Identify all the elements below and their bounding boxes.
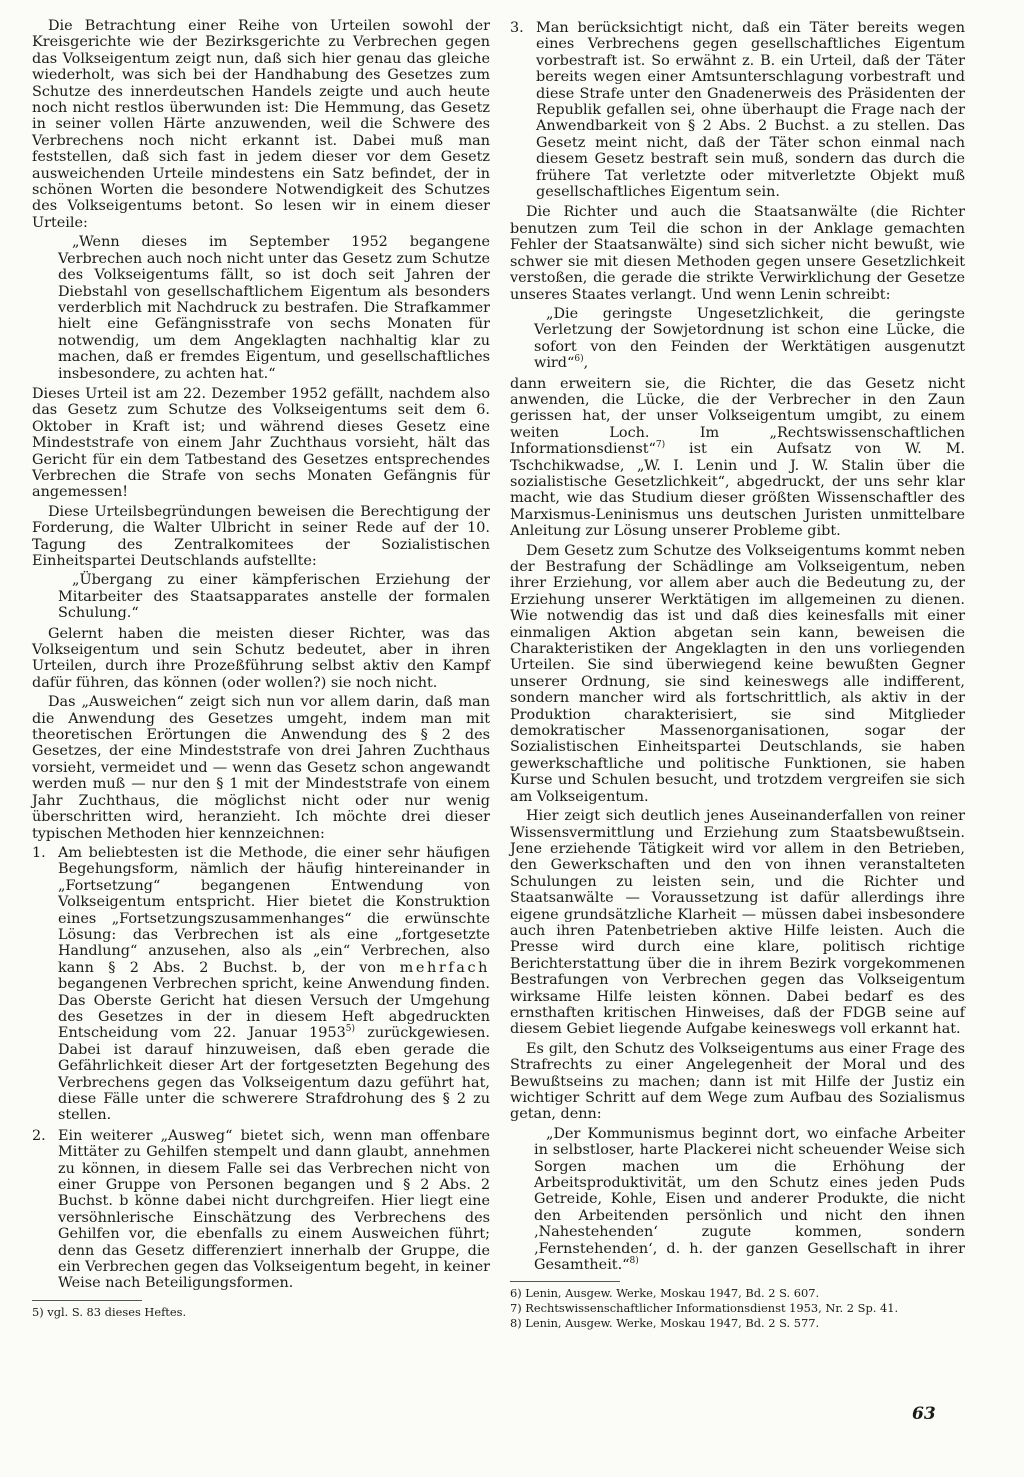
list-item	[32, 845, 490, 1124]
lenin-quote	[534, 306, 965, 372]
list-item	[510, 20, 965, 200]
footnote-divider	[510, 1281, 620, 1282]
spaced-emphasis: mehrfach	[399, 959, 490, 976]
quote-text: „Der Kommunismus beginnt dort, wo einfache Arbeiter in selbstloser, harte Plackerei nicht scheuender Weise sich Sorgen machen um die Erhöhung der Arbeitsproduktivität, um den Schutz eines jeden Puds Getreide, Kohle, Eisen und anderer Produkte, die nicht den Arbeitenden persönlich und nicht den ihnen ‚Nahestehenden‘ zugute kommen, sondern ‚Fernstehenden‘, d. h. der ganzen Gesellschaft in ihrer Gesamtheit.“	[534, 1125, 965, 1274]
list-text: Man berücksichtigt nicht, daß ein Täter bereits wegen eines Verbrechens gegen gesellschaftliches Eigentum vorbestraft ist. So erwähnt z. B. ein Urteil, daß der Täter bereits wegen einer Amtsunterschlagung vorbestraft und diese Strafe unter den Gnadenerweis des Präsidenten der Republik gefallen sei, ohne überhaupt die Frage nach der Anwendbarkeit von § 2 Abs. 2 Buchst. a zu stellen. Das Gesetz meint nicht, daß der Täter schon einmal nach diesem Gesetz bestraft sein muß, sondern das durch die frühere Tat verletzte oder mitverletzte Objekt muß gesellschaftliches Eigentum sein.	[536, 20, 965, 201]
paragraph-text: dann erweitern sie, die Richter, die das Gesetz nicht anwenden, die Lücke, die der Verbrecher in den Zaun gerissen hat, der unser Volkseigentum umgibt, zu einem weiten Loch. Im „Rechtswissenschaftlichen Informationsdienst“	[510, 375, 965, 458]
footnote: 6) Lenin, Ausgew. Werke, Moskau 1947, Bd. 2 S. 607.	[510, 1286, 820, 1301]
footnote-ref: 5)	[345, 1024, 356, 1035]
paragraph: Hier zeigt sich deutlich jenes Auseinanderfallen von reiner Wissensvermittlung und Erziehung zum Staatsbewußtsein. Jene erziehende Tätigkeit wird vor allem in den Betrieben, den Gewerkschaften und den von ihnen veranstalteten Schulungen zu leisten sein, und die Richter und Staatsanwälte — Voraussetzung ist dafür allerdings ihre eigene grundsätzliche Klarheit — müssen dabei insbesondere auch ihren Patenbetrieben aktive Hilfe leisten. Auch die Presse wird durch eine klare, politisch richtige Berichterstattung über die in ihrem Bezirk vorgekommenen Bestrafungen von Verbrechen gegen das Volkseigentum wirksame Hilfe leisten können. Dabei bedarf es des ernsthaften kritischen Hinweises, daß der FDGB seine auf diesem Gebiet liegende Aufgabe keineswegs voll erkannt hat.	[510, 808, 965, 1038]
list-number: 1.	[32, 844, 46, 861]
footnote-divider	[32, 1300, 142, 1301]
paragraph-text: ist ein Aufsatz von W. M. Tschchikwadse, „W. I. Lenin und J. W. Stalin über die sozialistische Gesetzlichkeit“, abgedruckt, der uns sehr klar macht, wie das Studium dieser größten Wissenschaftler des Marxismus-Leninismus uns deutschen Juristen unmittelbare Anleitung zur Lösung unserer Probleme gibt.	[510, 441, 965, 540]
footnote: 7) Rechtswissenschaftlicher Informationsdienst 1953, Nr. 2 Sp. 41.	[510, 1301, 899, 1316]
paragraph	[510, 376, 965, 540]
lenin-quote	[534, 1126, 965, 1274]
list-text: Am beliebtesten ist die Methode, die einer sehr häufigen Begehungsform, nämlich der häufig hintereinander in „Fortsetzung“ begangenen Entwendung von Volkseigentum entspricht. Hier bietet die Konstruktion eines „Fortsetzungszusammenhanges“ die erwünschte Lösung: das Verbrechen ist als eine „fortgesetzte Handlung“ anzusehen, also als „ein“ Verbrechen, also kann § 2 Abs. 2 Buchst. b, der von	[58, 844, 490, 976]
ulbricht-quote: „Übergang zu einer kämpferischen Erziehung der Mitarbeiter des Staatsapparates anstelle der formalen Schulung.“	[58, 572, 490, 622]
footnote-ref: 6)	[574, 354, 584, 365]
list-text: zurückgewiesen. Dabei ist darauf hinzuweisen, daß eben gerade die Gefährlichkeit dieser Art der fortgesetzten Begehung des Verbrechens gegen das Volkseigentum dazu geführt hat, diese Fälle unter die schwerere Strafdrohung des § 2 zu stellen.	[58, 1025, 490, 1124]
footnote-ref: 7)	[655, 440, 666, 451]
right-column	[510, 18, 965, 1331]
page-number: 63	[912, 1404, 936, 1424]
list-item	[32, 1128, 490, 1292]
list-number: 2.	[32, 1127, 46, 1144]
list-text: Ein weiterer „Ausweg“ bietet sich, wenn man offenbare Mittäter zu Gehilfen stempelt und dann glaubt, annehmen zu können, in diesem Falle sei das Verbrechen nicht von einer Gruppe von Personen begangen und § 2 Abs. 2 Buchst. b könne dabei nicht durchgreifen. Hier liegt eine versöhnlerische Einschätzung des Verbrechens des Gehilfen vor, die ebenfalls zu einem Ausweichen führt; denn das Gesetz differenziert innerhalb der Gruppe, die ein Verbrechen gegen das Volkseigentum begeht, in keiner Weise nach Beteiligungsformen.	[58, 1127, 490, 1292]
paragraph: Dem Gesetz zum Schutze des Volkseigentums kommt neben der Bestrafung der Schädlinge am Volkseigentum, neben ihrer Erziehung, vor allem aber auch die Bedeutung zu, der Erziehung unserer Werktätigen im allgemeinen zu dienen. Wie notwendig das ist und daß dies keinesfalls mit einer einmaligen Aktion abgetan sein kann, beweisen die Charakteristiken der Angeklagten in den uns vorliegenden Urteilen. Sie sind überwiegend keine bewußten Gegner unserer Ordnung, sie sind keineswegs alle indifferent, sondern mancher wird als fortschrittlich, als aktiv in der Produktion charakterisiert, sie sind Mitglieder demokratischer Massenorganisationen, sogar der Sozialistischen Einheitspartei Deutschlands, sie haben gewerkschaftliche und politische Funktionen, sie haben Kurse und Schulen besucht, und trotzdem vergreifen sie sich am Volkseigentum.	[510, 542, 965, 805]
list-text: begangenen Verbrechen spricht, keine Anwendung finden. Das Oberste Gericht hat diesen Versuch der Umgehung des Gesetzes in der in diesem Heft abgedruckten Entscheidung vom 22. Januar 1953	[58, 976, 490, 1042]
paragraph: Dieses Urteil ist am 22. Dezember 1952 gefällt, nachdem also das Gesetz zum Schutze des Volkseigentums seit dem 6. Oktober in Kraft ist; und während dieses Gesetz eine Mindeststrafe von einem Jahr Zuchthaus vorsieht, hält das Gericht für ein dem Tatbestand des Gesetzes entsprechendes Verbrechen die Strafe von sechs Monaten Gefängnis für angemessen!	[32, 385, 490, 501]
paragraph: Gelernt haben die meisten dieser Richter, was das Volkseigentum und sein Schutz bedeutet, aber in ihren Urteilen, durch ihre Prozeßführung selbst aktiv den Kampf dafür führen, das können (oder wollen?) sie noch nicht.	[32, 625, 490, 691]
paragraph: Diese Urteilsbegründungen beweisen die Berechtigung der Forderung, die Walter Ulbricht in seiner Rede auf der 10. Tagung des Zentralkomitees der Sozialistischen Einheitspartei Deutschlands aufstellte:	[32, 503, 490, 569]
footnote-ref: 8)	[629, 1256, 639, 1267]
quote-text: „Die geringste Ungesetzlichkeit, die geringste Verletzung der Sowjetordnung ist schon eine Lücke, die sofort von den Feinden der Werktätigen ausgenutzt wird“	[534, 305, 965, 372]
footnote: 8) Lenin, Ausgew. Werke, Moskau 1947, Bd. 2 S. 577.	[510, 1316, 820, 1331]
list-number: 3.	[510, 20, 524, 36]
paragraph: Das „Ausweichen“ zeigt sich nun vor allem darin, daß man die Anwendung des Gesetzes umgeht, indem man mit theoretischen Erörtungen die Anwendung des § 2 des Gesetzes, der eine Mindeststrafe von drei Jahren Zuchthaus vorsieht, vermeidet und — wenn das Gesetz schon angewandt werden muß — nur den § 1 mit der Mindeststrafe von einem Jahr Zuchthaus, die möglichst nicht oder nur wenig überschritten wird, heranzieht. Ich möchte drei dieser typischen Methoden hier kennzeichnen:	[32, 694, 490, 842]
left-column	[32, 18, 490, 1320]
paragraph: Die Betrachtung einer Reihe von Urteilen sowohl der Kreisgerichte wie der Bezirksgerichte zu Verbrechen gegen das Volkseigentum zeigt nun, daß sich hier genau das gleiche wiederholt, was sich bei der Handhabung des Gesetzes zum Schutze des innerdeutschen Handels zeigte und auch heute noch nicht restlos überwunden ist: Die Hemmung, das Gesetz in seiner vollen Härte anzuwenden, weil die Schwere des Verbrechens noch nicht erkannt ist. Dabei muß man feststellen, daß sich fast in jedem dieser vor dem Gesetz ausweichenden Urteile mindestens ein Satz befindet, der in schönen Worten die besondere Notwendigkeit des Schutzes des Volkseigentums betont. So lesen wir in einem dieser Urteile:	[32, 18, 490, 231]
court-quote: „Wenn dieses im September 1952 begangene Verbrechen auch noch nicht unter das Gesetz zum Schutze des Volkseigentums fällt, so ist doch seit Jahren der Diebstahl von gesellschaftlichem Eigentum als besonders verderblich mit Nachdruck zu bestrafen. Die Strafkammer hielt eine Gefängnisstrafe von sechs Monaten für notwendig, um dem Angeklagten nachhaltig klar zu machen, daß er fremdes Eigentum, und gesellschaftliches insbesondere, zu achten hat.“	[58, 234, 490, 382]
paragraph: Die Richter und auch die Staatsanwälte (die Richter benutzen zum Teil die schon in der Anklage gemachten Fehler der Staatsanwälte) sind sich sicher nicht bewußt, wie schwer sie mit diesen Methoden gegen unsere Gesetzlichkeit verstoßen, die gerade die strikte Verwirklichung der Gesetze unseres Staates verlangt. Und wenn Lenin schreibt:	[510, 204, 965, 303]
footnote: 5) vgl. S. 83 dieses Heftes.	[32, 1304, 187, 1319]
quote-tail: ,	[583, 355, 589, 372]
paragraph: Es gilt, den Schutz des Volkseigentums aus einer Frage des Strafrechts zu einer Angelegenheit der Moral und des Bewußtseins zu machen; dann ist mit Hilfe der Justiz ein wichtiger Schritt auf dem Wege zum Aufbau des Sozialismus getan, denn:	[510, 1040, 965, 1123]
